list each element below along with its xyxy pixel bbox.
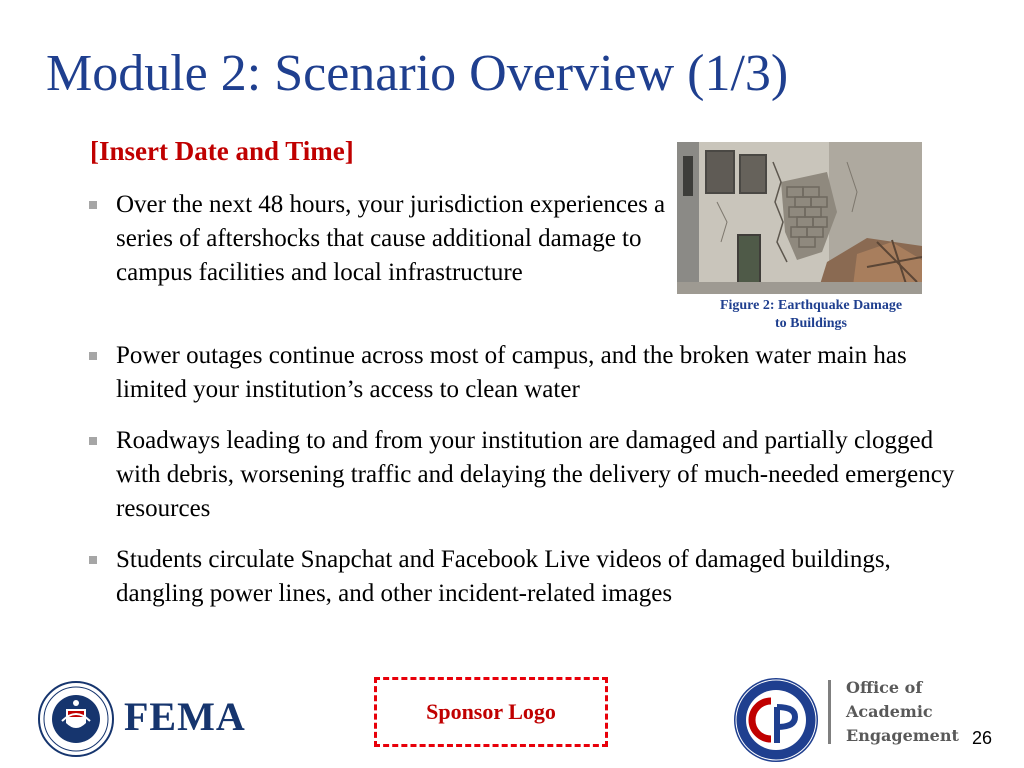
fema-wordmark: FEMA [124,694,246,739]
dhs-seal-icon [38,681,114,757]
date-time-placeholder: [Insert Date and Time] [90,136,354,166]
bullet-item [116,188,676,290]
square-bullet-icon [89,352,97,360]
footer-divider [828,680,831,744]
page-number: 26 [972,728,993,748]
bullet-item [116,424,966,526]
campus-resilience-seal-icon [733,677,819,763]
square-bullet-icon [89,437,97,445]
bullet-item [116,339,956,407]
figure-caption-line2: to Buildings [775,316,847,331]
office-of-academic-engagement [846,676,959,748]
office-line3: Engagement [846,726,959,745]
figure-caption [700,297,922,333]
bullet-text: Over the next 48 hours, your jurisdiction experiences a series of aftershocks that cause additional damage to campus facilities and local infrastructure [116,191,666,286]
sponsor-logo-placeholder [374,677,608,747]
damaged-building-illustration [677,142,922,294]
dhs-seal-logo [38,681,114,757]
figure-caption-line1: Figure 2: Earthquake Damage [719,298,903,313]
campus-resilience-seal [733,677,819,763]
office-line2: Academic [846,702,933,721]
slide-title: Module 2: Scenario Overview (1/3) [46,45,789,102]
square-bullet-icon [89,556,97,564]
bullet-text: Power outages continue across most of campus, and the broken water main has limited your institution’s access to clean water [116,342,907,403]
bullet-text: Students circulate Snapchat and Facebook Live videos of damaged buildings, dangling power lines, and other incident-related images [116,546,891,607]
bullet-item [116,543,956,611]
sponsor-logo-label: Sponsor Logo [426,699,556,724]
earthquake-damage-photo [677,142,922,294]
office-line1: Office of [846,678,923,697]
bullet-text: Roadways leading to and from your institution are damaged and partially clogged with debris, worsening traffic and delaying the delivery of much-needed emergency resources [116,427,955,522]
square-bullet-icon [89,201,97,209]
